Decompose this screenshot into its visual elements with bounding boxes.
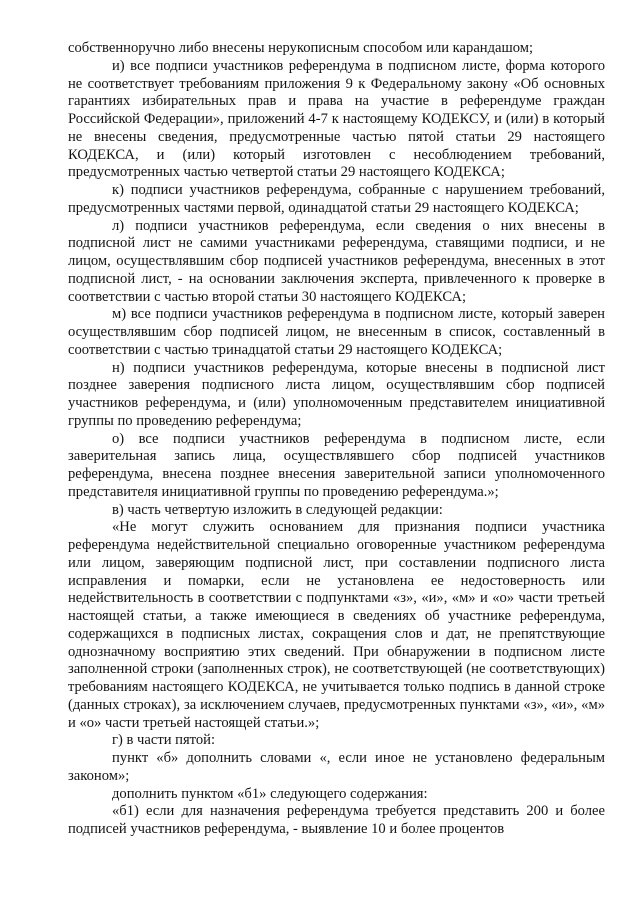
paragraph-add-point-b1: дополнить пунктом «б1» следующего содержания: bbox=[112, 785, 428, 802]
paragraph-item-l: л) подписи участников референдума, если сведения о них внесены в подписной лист не самими участниками референдума, ставящими подписи, и не лицом, осуществлявшим сбор подписей участников референдума, внесенных в этот подписной лист, - на основании заключения эксперта, привлеченного к проверке в соответствии с частью второй статьи 30 настоящего КОДЕКСА; bbox=[68, 217, 605, 305]
paragraph-point-b: пункт «б» дополнить словами «, если иное не установлено федеральным законом»; bbox=[68, 750, 605, 784]
document-page bbox=[68, 40, 605, 839]
paragraph-item-v: в) часть четвертую изложить в следующей редакции: bbox=[112, 501, 443, 518]
paragraph-item-g: г) в части пятой: bbox=[112, 732, 216, 749]
paragraph-item-k: к) подписи участников референдума, собранные с нарушением требований, предусмотренных частями первой, одинадцатой статьи 29 настоящего КОДЕКСА; bbox=[68, 182, 605, 216]
paragraph-item-i: и) все подписи участников референдума в подписном листе, форма которого не соответствует требованиям приложения 9 к Федеральному закону «Об основных гарантиях избирательных прав и права на участие в референдуме граждан Российской Федерации», приложений 4-7 к настоящему КОДЕКСУ, и (или) в который не внесены сведения, предусмотренные частью пятой статьи 29 настоящего КОДЕКСА, и (или) который изготовлен с несоблюдением требований, предусмотренных частью четвертой статьи 29 настоящего КОДЕКСА; bbox=[68, 57, 605, 181]
paragraph-item-n: н) подписи участников референдума, которые внесены в подписной лист позднее заверения подписного листа лицом, осуществлявшим сбор подписей участников референдума, и (или) уполномоченным представителем инициативной группы по проведению референдума; bbox=[68, 359, 605, 429]
paragraph-item-o: о) все подписи участников референдума в подписном листе, если заверительная запись лица, осуществлявшего сбор подписей участников референдума, внесена позднее внесения заверительной записи уполномоченного представителя инициативной группы по проведению референдума.»; bbox=[68, 430, 605, 500]
paragraph-part-four-text: «Не могут служить основанием для признания подписи участника референдума недействительной специально оговоренные участником референдума или лицом, заверяющим подписной лист, при составлении подписного листа исправления и помарки, если не установлена ее недостоверность или недействительность в соответствии с подпунктами «з», «и», «м» и «о» части третьей настоящей статьи, а также имеющиеся в сведениях об участнике референдума, содержащихся в подписных листах, сокращения слов и дат, не препятствующие однозначному восприятию этих сведений. При обнаружении в подписном листе заполненной строки (заполненных строк), не соответствующей (не соответствующих) требованиям настоящего КОДЕКСА, не учитывается только подпись в данной строке (данных строках), за исключением случаев, предусмотренных пунктами «з», «и», «м» и «о» части третьей настоящей статьи.»; bbox=[68, 519, 605, 731]
paragraph-point-b1-text: «б1) если для назначения референдума требуется представить 200 и более подписей участников референдума, - выявление 10 и более процентов bbox=[68, 803, 605, 837]
paragraph-item-m: м) все подписи участников референдума в подписном листе, который заверен осуществлявшим сбор подписей лицом, не внесенным в список, составленный в соответствии с частью тринадцатой статьи 29 настоящего КОДЕКСА; bbox=[68, 306, 605, 358]
paragraph-continuation: собственноручно либо внесены нерукописным способом или карандашом; bbox=[68, 40, 534, 56]
